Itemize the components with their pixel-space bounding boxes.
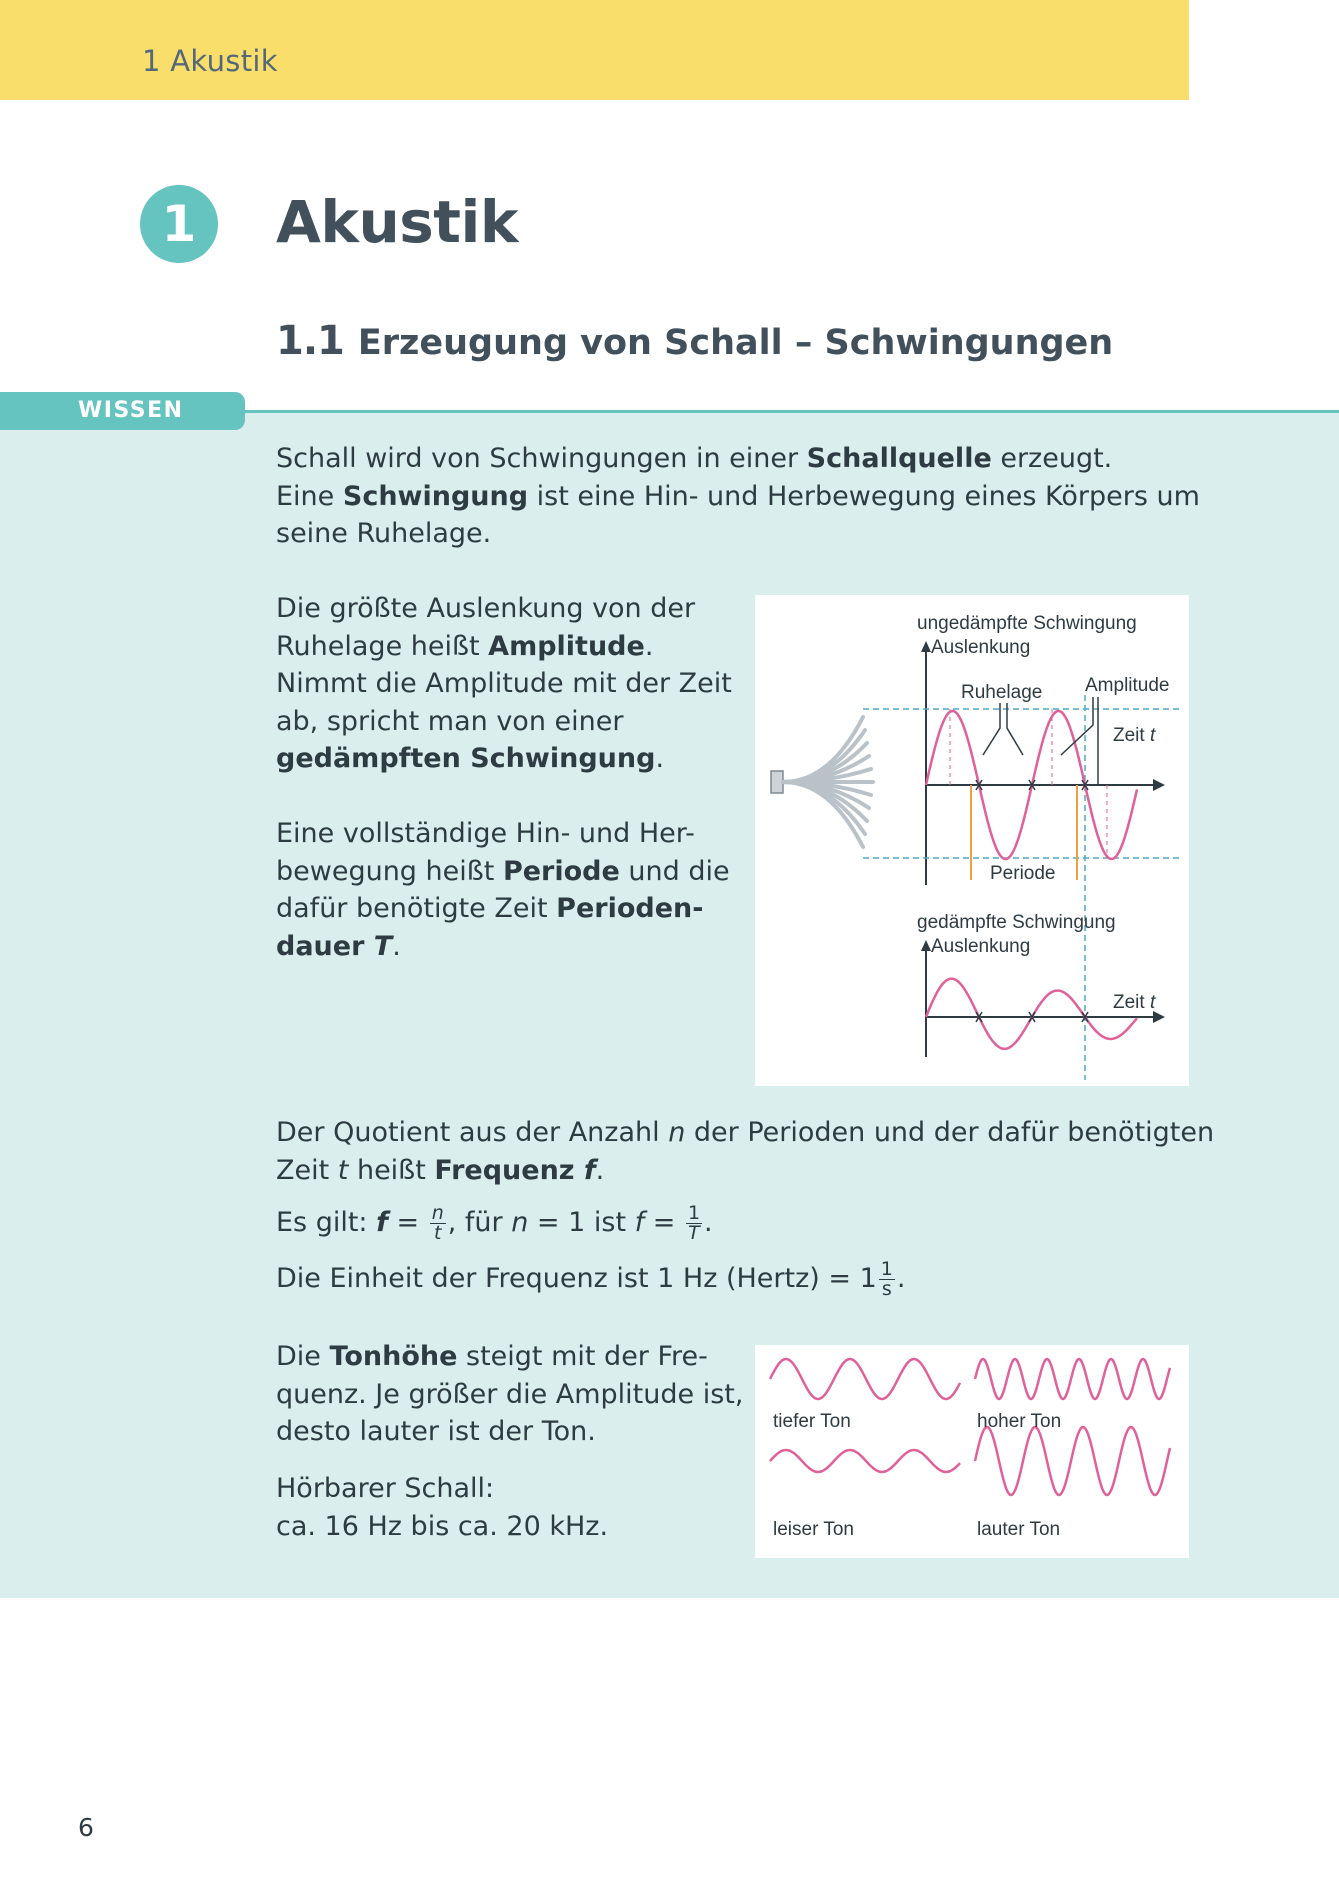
damped-ylabel: Auslenkung — [931, 936, 1031, 957]
undamped-ylabel: Auslenkung — [931, 637, 1031, 658]
oscillation-figure — [755, 595, 1189, 1086]
fraction-n-over-t: $\frac{n}{t}$ — [431, 1202, 444, 1244]
quiet-tone-label: leiser Ton — [773, 1519, 854, 1540]
running-header: 1 Akustik — [142, 44, 278, 78]
loud-tone-wave — [975, 1427, 1170, 1495]
knowledge-label: WISSEN — [78, 398, 184, 423]
paragraph-audible-range: Hörbarer Schall: ca. 16 Hz bis ca. 20 kHz. — [276, 1473, 609, 1542]
paragraph-pitch: Die Tonhöhe steigt mit der Fre-quenz. Je größer die Amplitude ist, desto lauter ist der Ton. — [276, 1341, 744, 1447]
rest-position-label: Ruhelage — [961, 682, 1043, 703]
chapter-number-badge: 1 — [140, 185, 218, 263]
paragraph-amplitude: Die größte Auslenkung von der Ruhelage heißt Amplitude. Nimmt die Amplitude mit der Zeit ab, spricht man von einer gedämpften Schwingung. — [276, 593, 732, 774]
damped-wave — [926, 979, 1137, 1049]
damped-time-label: Zeit t — [1113, 992, 1156, 1013]
undamped-title: ungedämpfte Schwingung — [917, 613, 1137, 634]
paragraph-frequency: Der Quotient aus der Anzahl n der Perioden und der dafür benötigten Zeit t heißt Frequenz f. — [276, 1117, 1215, 1186]
vibrating-strip-icon — [771, 717, 873, 847]
undamped-x-arrow — [1153, 779, 1165, 791]
rest-pointer-2 — [1007, 703, 1023, 755]
rest-pointer — [983, 703, 1000, 755]
paragraph-intro: Schall wird von Schwingungen in einer Schallquelle erzeugt. Eine Schwingung ist eine Hin- und Herbewegung eines Körpers um seine Ruhelage. — [276, 443, 1200, 549]
section-number: 1.1 — [276, 318, 344, 364]
high-tone-wave — [975, 1359, 1170, 1399]
damped-title: gedämpfte Schwingung — [917, 912, 1116, 933]
unit-line: Die Einheit der Frequenz ist 1 Hz (Hertz) = 1 $\frac{1}{s}$ . — [276, 1258, 906, 1300]
undamped-time-label: Zeit t — [1113, 725, 1156, 746]
low-tone-label: tiefer Ton — [773, 1411, 851, 1432]
fraction-1-over-s: $\frac{1}{s}$ — [880, 1258, 893, 1300]
paragraph-period: Eine vollständige Hin- und Her-bewegung heißt Periode und die dafür benötigte Zeit Perioden-dauer T. — [276, 818, 730, 962]
fraction-1-over-T: $\frac{1}{T}$ — [687, 1202, 701, 1244]
page-number: 6 — [78, 1813, 94, 1842]
period-label: Periode — [990, 863, 1056, 884]
loud-tone-label: lauter Ton — [977, 1519, 1061, 1540]
formula-line: Es gilt: f = $\frac{n}{t}$ , für n = 1 ist f = $\frac{1}{T}$ . — [276, 1202, 713, 1244]
amplitude-pointer — [1061, 697, 1093, 755]
low-tone-wave — [770, 1359, 960, 1399]
tone-comparison-figure — [755, 1345, 1189, 1558]
amplitude-label: Amplitude — [1085, 675, 1170, 696]
high-tone-label: hoher Ton — [977, 1411, 1062, 1432]
section-heading — [276, 318, 1113, 364]
quiet-tone-wave — [770, 1450, 960, 1472]
chapter-title: Akustik — [276, 188, 518, 256]
section-title: Erzeugung von Schall – Schwingungen — [357, 323, 1114, 363]
